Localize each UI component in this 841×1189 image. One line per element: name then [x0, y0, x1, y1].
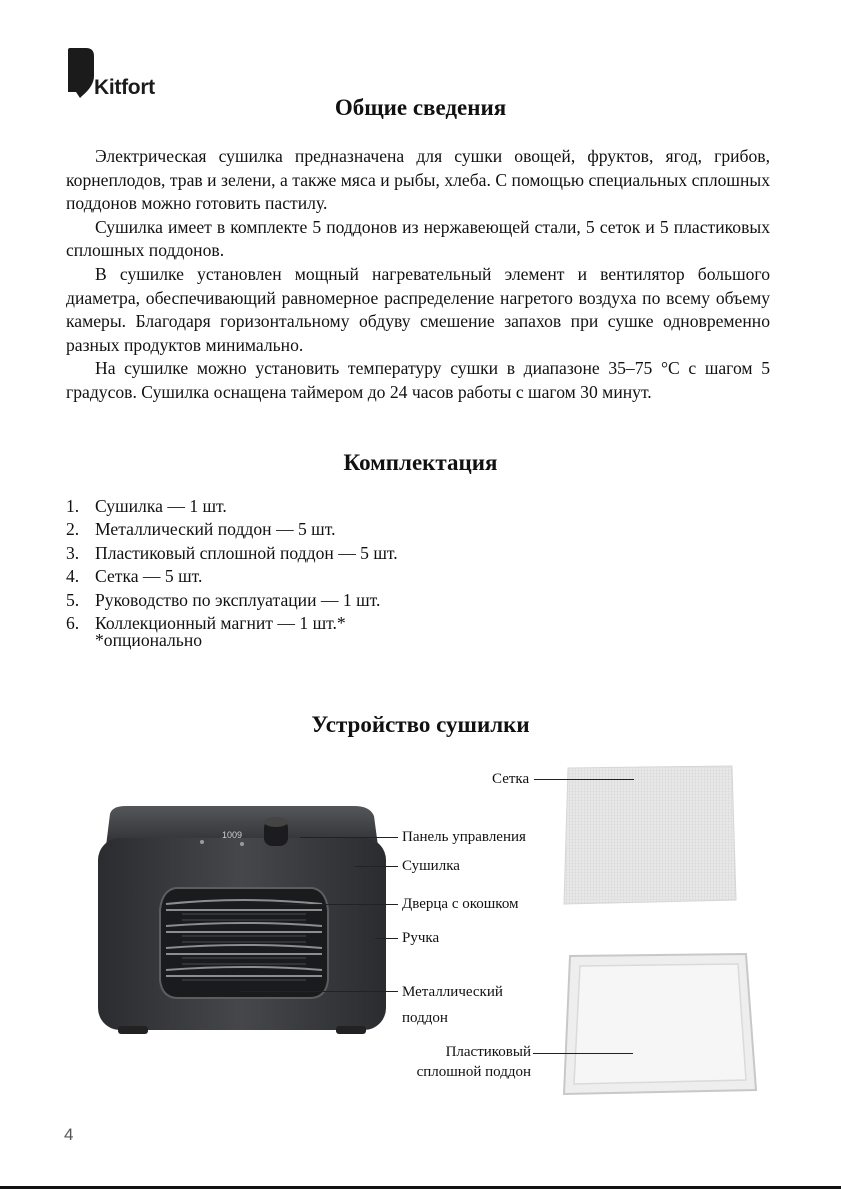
leader-line: [300, 837, 398, 838]
leader-line: [375, 938, 398, 939]
list-text: Металлический поддон — 5 шт.: [95, 519, 336, 540]
list-number: 6.: [66, 613, 80, 634]
package-list: [66, 495, 398, 635]
control-knob: [264, 817, 288, 827]
list-text: Сетка — 5 шт.: [95, 566, 203, 587]
label-line: Пластиковый: [445, 1044, 531, 1060]
list-text: Коллекционный магнит — 1 шт.*: [95, 613, 346, 634]
label-plastic-tray: [405, 1042, 531, 1082]
label-door: Дверца с окошком: [402, 896, 519, 912]
leader-line: [534, 779, 634, 780]
list-item: [66, 542, 398, 565]
list-number: 4.: [66, 566, 80, 587]
list-number: 1.: [66, 496, 80, 516]
list-number: 5.: [66, 589, 80, 610]
label-handle: Ручка: [402, 930, 440, 946]
leader-line: [355, 866, 398, 867]
general-info-text: [66, 145, 770, 405]
list-text: Пластиковый сплошной поддон — 5 шт.: [95, 542, 398, 563]
list-item: [66, 565, 398, 588]
mesh-sheet-image: [560, 764, 738, 906]
page-number: 4: [64, 1125, 74, 1144]
leader-line: [280, 904, 398, 905]
list-number: 3.: [66, 542, 80, 563]
plastic-tray-image: [560, 952, 760, 1096]
paragraph: В сушилке установлен мощный нагревательный элемент и вентилятор большого диаметра, обеспечивающий равномерное распределение нагретого воздуха по всему объему камеры. Благодаря горизонтальному обдуву смешение запахов при сушке одновременно разных продуктов минимально.: [66, 263, 770, 355]
logo-text: Kitfort: [94, 76, 155, 99]
kitfort-logo-icon: [66, 46, 96, 98]
paragraph: На сушилке можно установить температуру сушки в диапазоне 35–75 °C с шагом 5 градусов. Сушилка оснащена таймером до 24 часов работы с шагом 30 минут.: [66, 358, 770, 402]
display-reading: 1009: [222, 830, 243, 840]
list-item: [66, 589, 398, 612]
list-item: [66, 518, 398, 541]
optional-note: *опционально: [95, 630, 203, 650]
leader-line: [533, 1053, 633, 1054]
list-text: Сушилка — 1 шт.: [95, 496, 227, 516]
list-number: 2.: [66, 519, 80, 540]
label-mesh: Сетка: [492, 771, 530, 787]
label-line: поддон: [402, 1010, 448, 1026]
label-line: Металлический: [402, 984, 503, 1000]
paragraph: Электрическая сушилка предназначена для сушки овощей, фруктов, ягод, грибов, корнеплодов, трав и зелени, а также мяса и рыбы, хлеба. С помощью специальных сплошных поддонов можно готовить пастилу.: [66, 146, 770, 214]
label-line: сплошной поддон: [416, 1064, 531, 1080]
dryer-illustration: [92, 800, 392, 1040]
list-text: Руководство по эксплуатации — 1 шт.: [95, 589, 381, 610]
leader-line: [240, 991, 398, 992]
label-dryer: Сушилка: [402, 858, 460, 874]
list-item: [66, 495, 398, 518]
section-title-device: Устройство сушилки: [311, 712, 530, 737]
label-control-panel: Панель управления: [402, 829, 526, 845]
section-title-general: Общие сведения: [334, 95, 507, 120]
paragraph: Сушилка имеет в комплекте 5 поддонов из нержавеющей стали, 5 сеток и 5 пластиковых сплошных поддонов.: [66, 216, 770, 261]
label-metal-tray: [402, 982, 503, 1028]
section-title-package: Комплектация: [343, 450, 498, 475]
